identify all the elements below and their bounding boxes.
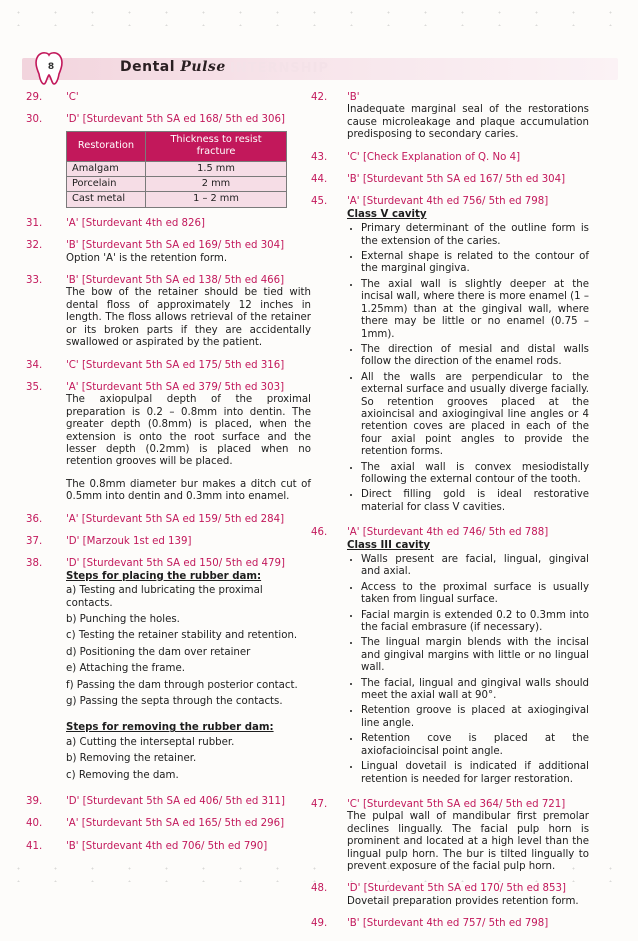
list-item: • Direct filling gold is ideal restorative material for class V cavities. xyxy=(361,489,589,514)
question-49 xyxy=(311,918,589,930)
table-row xyxy=(67,192,287,207)
question-number: 41. xyxy=(26,840,43,852)
answer-line: 'D' [Sturdevant 5th SA ed 406/ 5th ed 311] xyxy=(66,796,285,808)
answer-line: 'C' [Sturdevant 5th SA ed 175/ 5th ed 316] xyxy=(66,359,285,371)
list-item: d) Positioning the dam over retainer xyxy=(66,646,251,658)
bullet-list xyxy=(347,554,589,786)
list-item: • Lingual dovetail is indicated if additional retention is needed for larger restoration. xyxy=(361,761,589,786)
question-42 xyxy=(311,92,589,142)
list-item: • The lingual margin blends with the incisal and gingival margins with little or no lingual wall. xyxy=(361,637,589,674)
left-column xyxy=(26,92,311,863)
table-header-thickness: Thickness to resist fracture xyxy=(146,131,287,161)
question-37 xyxy=(26,536,311,548)
question-48 xyxy=(311,883,589,908)
list-item: a) Testing and lubricating the proximal contacts. xyxy=(66,585,263,609)
list-item: • Primary determinant of the outline form is the extension of the caries. xyxy=(361,223,589,248)
table-cell: 1.5 mm xyxy=(146,161,287,176)
list-item: • Walls present are facial, lingual, gingival and axial. xyxy=(361,554,589,579)
list-item: • The axial wall is slightly deeper at the incisal wall, where there is more enamel (1 – 1.25mm) than at the gingival wall, where there may be little or no enamel (0.75 – 1mm). xyxy=(361,279,589,341)
list-item: g) Passing the septa through the contacts. xyxy=(66,696,283,708)
list-item: • The direction of mesial and distal walls follow the direction of the enamel rods. xyxy=(361,344,589,369)
list-item: b) Punching the holes. xyxy=(66,614,180,625)
table-cell: Porcelain xyxy=(67,177,146,192)
answer-line: 'D' [Sturdevant 5th SA ed 168/ 5th ed 306] xyxy=(66,114,285,126)
answer-line: 'D' [Marzouk 1st ed 139] xyxy=(66,535,192,547)
question-47 xyxy=(311,799,589,873)
answer-line: 'C' [Check Explanation of Q. No 4] xyxy=(347,151,521,163)
list-item: a) Cutting the interseptal rubber. xyxy=(66,736,235,748)
explanation-text: Option 'A' is the retention form. xyxy=(66,252,228,264)
table-cell: 2 mm xyxy=(146,177,287,192)
page-header xyxy=(22,46,618,86)
question-number: 43. xyxy=(311,151,328,163)
question-40 xyxy=(26,818,311,830)
section-heading: Steps for removing the rubber dam: xyxy=(66,722,274,734)
question-41 xyxy=(26,841,311,853)
question-number: 47. xyxy=(311,798,328,810)
question-number: 44. xyxy=(311,174,328,186)
question-number: 40. xyxy=(26,818,43,830)
question-46 xyxy=(311,527,589,789)
list-item: • The axial wall is convex mesiodistally following the external contour of the tooth. xyxy=(361,462,589,487)
page-number: 8 xyxy=(47,62,55,72)
explanation-text: Dovetail preparation provides retention form. xyxy=(347,895,579,907)
answer-line: 'B' [Sturdevant 4th ed 757/ 5th ed 798] xyxy=(347,918,549,930)
answer-line: 'D' [Sturdevant 5th SA ed 170/ 5th ed 853] xyxy=(347,883,566,895)
table-row xyxy=(67,161,287,176)
steps-list xyxy=(66,737,311,782)
question-number: 39. xyxy=(26,796,43,808)
list-item: c) Removing the dam. xyxy=(66,769,179,781)
steps-list xyxy=(66,585,311,708)
explanation-text-2: The 0.8mm diameter bur makes a ditch cut of 0.5mm into dentin and 0.3mm into enamel. xyxy=(66,478,311,503)
question-number: 48. xyxy=(311,883,328,895)
question-number: 34. xyxy=(26,359,43,371)
thickness-table xyxy=(66,131,287,208)
bullet-list xyxy=(347,223,589,514)
section-heading: Class III cavity xyxy=(347,539,430,551)
table-cell: 1 – 2 mm xyxy=(146,192,287,207)
brand-title xyxy=(120,59,226,75)
question-number: 33. xyxy=(26,275,43,287)
question-33 xyxy=(26,275,311,349)
list-item: • External shape is related to the contour of the marginal gingiva. xyxy=(361,251,589,276)
list-item: • Retention groove is placed at axiogingival line angle. xyxy=(361,705,589,730)
question-38 xyxy=(26,558,311,786)
question-number: 30. xyxy=(26,114,43,126)
question-number: 31. xyxy=(26,217,43,229)
question-number: 46. xyxy=(311,527,328,539)
table-cell: Cast metal xyxy=(67,192,146,207)
question-number: 32. xyxy=(26,240,43,252)
table-header-restoration: Restoration xyxy=(67,131,146,161)
list-item: • Retention cove is placed at the axiofacioincisal point angle. xyxy=(361,733,589,758)
answer-line: 'B' [Sturdevant 5th SA ed 167/ 5th ed 304] xyxy=(347,174,566,186)
top-speckle xyxy=(0,6,638,26)
list-item: e) Attaching the frame. xyxy=(66,663,185,675)
list-item: • Facial margin is extended 0.2 to 0.3mm into the facial embrasure (if necessary). xyxy=(361,610,589,635)
question-number: 36. xyxy=(26,513,43,525)
list-item: b) Removing the retainer. xyxy=(66,753,197,765)
answer-line: 'A' [Sturdevant 5th SA ed 159/ 5th ed 284] xyxy=(66,513,285,525)
list-item: • The facial, lingual and gingival walls should meet the axial wall at 90°. xyxy=(361,678,589,703)
list-item: • Access to the proximal surface is usually taken from lingual surface. xyxy=(361,582,589,607)
question-36 xyxy=(26,514,311,526)
question-32 xyxy=(26,240,311,265)
question-number: 29. xyxy=(26,92,43,103)
question-number: 35. xyxy=(26,381,43,393)
question-39 xyxy=(26,796,311,808)
answer-line: 'B' [Sturdevant 5th SA ed 169/ 5th ed 304] xyxy=(66,240,285,252)
table-row xyxy=(67,177,287,192)
answer-line: 'B' xyxy=(347,92,360,103)
list-item: f) Passing the dam through posterior contact. xyxy=(66,679,298,691)
brand-script: Pulse xyxy=(180,59,226,75)
answer-line: 'B' [Sturdevant 5th SA ed 138/ 5th ed 466] xyxy=(66,275,285,287)
list-item: c) Testing the retainer stability and retention. xyxy=(66,630,298,642)
section-heading: Steps for placing the rubber dam: xyxy=(66,570,262,582)
question-number: 49. xyxy=(311,918,328,930)
question-number: 37. xyxy=(26,535,43,547)
answer-line: 'A' [Sturdevant 4th ed 746/ 5th ed 788] xyxy=(347,527,549,539)
brand-main: Dental xyxy=(120,59,176,75)
question-number: 38. xyxy=(26,558,43,570)
question-number: 45. xyxy=(311,196,328,208)
question-number: 42. xyxy=(311,92,328,103)
list-item: • All the walls are perpendicular to the external surface and usually diverge facially. So retention grooves placed at the axioincisal and axiogingival line angles or 4 retention coves are placed in each of the four axial point angles to provide the retention forms. xyxy=(361,372,589,459)
answer-line: 'A' [Sturdevant 5th SA ed 379/ 5th ed 303] xyxy=(66,381,285,393)
question-45 xyxy=(311,196,589,517)
brand-watermark: INTERNSHIP xyxy=(230,61,329,76)
section-heading: Class V cavity xyxy=(347,208,427,220)
question-30 xyxy=(26,114,311,207)
question-31 xyxy=(26,218,311,230)
explanation-text: The bow of the retainer should be tied with dental floss of approximately 12 inches in length. The floss allows retrieval of the retainer or its broken parts if they are accidentally swallowed or aspirated by the patient. xyxy=(66,287,311,349)
explanation-text: The axiopulpal depth of the proximal preparation is 0.2 – 0.8mm into dentin. The greater depth (0.8mm) is placed, when the extension is onto the root surface and the lesser depth (0.2mm) is placed when no retention grooves will be placed. xyxy=(66,394,311,468)
question-44 xyxy=(311,174,589,186)
table-cell: Amalgam xyxy=(67,161,146,176)
answer-line: 'C' [Sturdevant 5th SA ed 364/ 5th ed 721] xyxy=(347,798,566,810)
explanation-text: Inadequate marginal seal of the restorations cause microleakage and plaque accumulation predisposing to secondary caries. xyxy=(347,104,589,141)
answer-line: 'A' [Sturdevant 4th ed 826] xyxy=(66,217,205,229)
question-35 xyxy=(26,382,311,504)
answer-line: 'A' [Sturdevant 4th ed 756/ 5th ed 798] xyxy=(347,196,549,208)
answer-line: 'C' xyxy=(66,92,79,103)
question-29 xyxy=(26,92,311,104)
answer-line: 'D' [Sturdevant 5th SA ed 150/ 5th ed 479] xyxy=(66,558,285,570)
question-34 xyxy=(26,360,311,372)
answer-line: 'A' [Sturdevant 5th SA ed 165/ 5th ed 296] xyxy=(66,818,285,830)
right-column xyxy=(311,92,589,941)
question-43 xyxy=(311,152,589,164)
explanation-text: The pulpal wall of mandibular first premolar declines lingually. The facial pulp horn is prominent and located at a high level than the lingual pulp horn. The bur is tilted lingually to prevent exposure of the facial pulp horn. xyxy=(347,811,589,872)
answer-line: 'B' [Sturdevant 4th ed 706/ 5th ed 790] xyxy=(66,840,268,852)
